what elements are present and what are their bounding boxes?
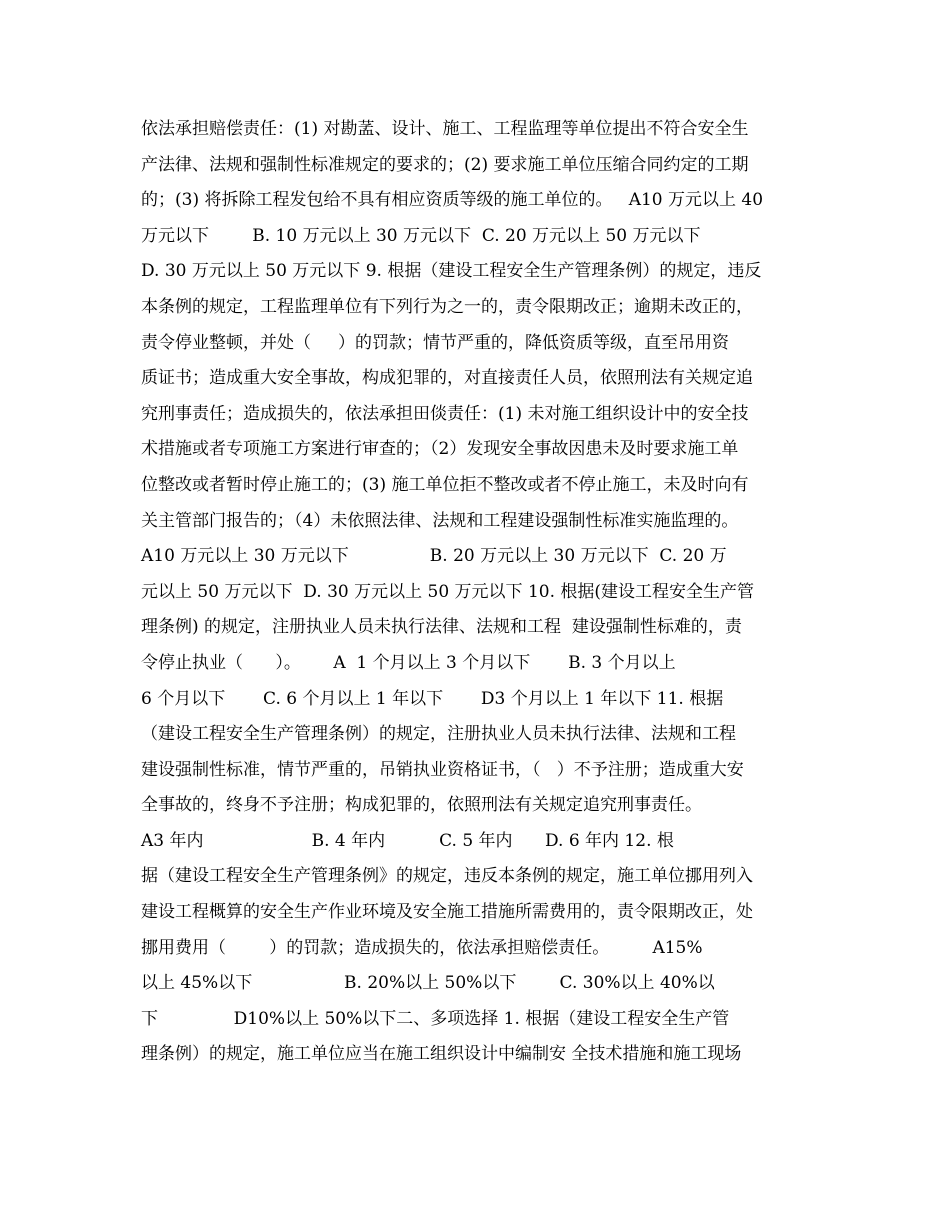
text-line: （建设工程安全生产管理条例）的规定，注册执业人员未执行法律、法规和工程 (141, 724, 736, 745)
text-line: 位整改或者暂时停止施工的；(3) 施工单位拒不整改或者不停止施工，未及时向有 (141, 474, 749, 495)
text-line: 的；(3) 将拆除工程发包给不具有相应资质等级的施工单位的。 A10 万元以上 40 (141, 190, 764, 211)
text-line: 全事故的，终身不予注册；构成犯罪的，依照刑法有关规定追究刑事责任。 (141, 795, 702, 816)
text-line: 术措施或者专项施工方案进行审查的；（2）发现安全事故因患未及时要求施工单 (141, 439, 739, 460)
text-line: 6 个月以下 C. 6 个月以上 1 年以下 D3 个月以上 1 年以下 11. 根据 (141, 688, 724, 709)
text-line: 下 D10%以上 50%以下二、多项选择 1. 根据（建设工程安全生产管 (141, 1008, 730, 1029)
text-line: 关主管部门报告的；（4）未依照法律、法规和工程建设强制性标准实施监理的。 (141, 510, 739, 531)
text-line: 以上 45%以下 B. 20%以上 50%以下 C. 30%以上 40%以 (141, 973, 715, 994)
text-line: 令停止执业（ ）。 A 1 个月以上 3 个月以下 B. 3 个月以上 (141, 652, 676, 673)
text-line: 理条例) 的规定，注册执业人员未执行法律、法规和工程 建设强制性标难的，责 (141, 617, 742, 638)
text-line: 理条例）的规定，施工单位应当在施工组织设计中编制安 全技术措施和施工现场 (141, 1044, 742, 1065)
text-line: D. 30 万元以上 50 万元以下 9. 根据（建设工程安全生产管理条例）的规定，违反 (141, 261, 762, 282)
text-line: 万元以下 B. 10 万元以上 30 万元以下 C. 20 万元以上 50 万元以下 (141, 225, 701, 246)
text-line: A10 万元以上 30 万元以下 B. 20 万元以上 30 万元以下 C. 20 万 (141, 546, 727, 567)
text-line: 质证书；造成重大安全事故，构成犯罪的，对直接责任人员，依照刑法有关规定追 (141, 368, 753, 389)
text-line: 挪用费用（ ）的罚款；造成损失的，依法承担赔偿责任。 A15% (141, 937, 703, 958)
body-text (141, 112, 821, 1073)
text-line: 责令停业整顿，并处（ ）的罚款；情节严重的，降低资质等级，直至吊用资 (141, 332, 730, 353)
text-line: 建设工程概算的安全生产作业环境及安全施工措施所需费用的，责令限期改正，处 (141, 902, 753, 923)
text-line: 究刑事责任；造成损失的，依法承担田倓责任：(1) 未对施工组织设计中的安全技 (141, 403, 749, 424)
text-line: 建设强制性标准，情节严重的，吊销执业资格证书，（ ）不予注册；造成重大安 (141, 759, 744, 780)
text-line: 据（建设工程安全生产管理条例》的规定，违反本条例的规定，施工单位挪用列入 (141, 866, 753, 887)
text-line: A3 年内 B. 4 年内 C. 5 年内 D. 6 年内 12. 根 (141, 830, 674, 851)
text-line: 产法律、法规和强制性标准规定的要求的；(2) 要求施工单位压缩合同约定的工期 (141, 154, 749, 175)
text-line: 元以上 50 万元以下 D. 30 万元以上 50 万元以下 10. 根据(建设工程安全生产管 (141, 581, 755, 602)
text-line: 本条例的规定，工程监理单位有下列行为之一的，责令限期改正；逾期未改正的， (141, 296, 753, 317)
text-line: 依法承担赔偿责任：(1) 对勘䓝、设计、施工、工程监理等单位提出不符合安全生 (141, 119, 749, 139)
